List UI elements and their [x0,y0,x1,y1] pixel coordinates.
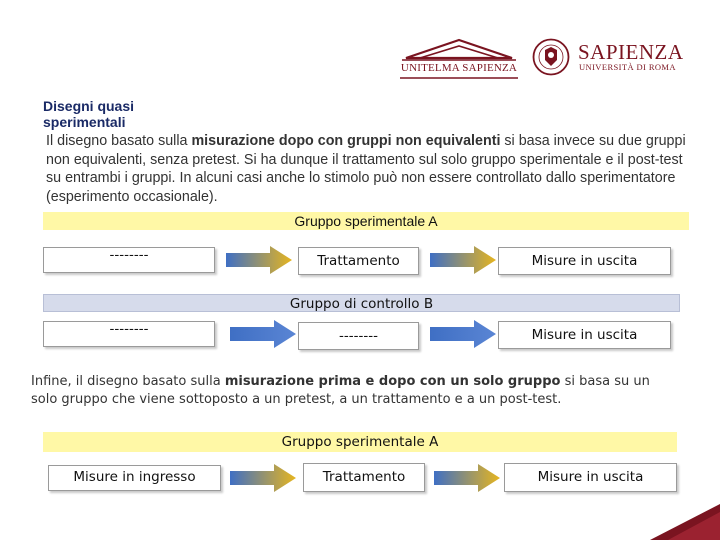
paragraph-2-bold: misurazione prima e dopo con un solo gruppo [224,374,561,389]
group-a2-pretest-box: Misure in ingresso [48,465,221,491]
right-arrow-icon [226,246,292,274]
paragraph-1-bold: misurazione dopo con gruppi non equivalenti [191,133,501,149]
right-arrow-icon [430,320,496,348]
unitelma-logo-text: UNITELMA SAPIENZA [400,62,518,74]
paragraph-2-text-end: si basa su un solo gruppo che viene sottoposto a un pretest, a un trattamento e a un post-test. [31,374,650,407]
paragraph-1-text: Il disegno basato sulla [46,133,192,149]
right-arrow-icon [430,246,496,274]
right-arrow-icon [230,320,296,348]
right-arrow-icon [230,464,296,492]
right-arrow-icon [434,464,500,492]
sapienza-logo-subtitle: UNIVERSITÀ DI ROMA [579,62,676,72]
group-b-post-measure-box: Misure in uscita [498,321,671,349]
paragraph-2 [31,373,671,409]
group-a-treatment-box: Trattamento [298,247,419,275]
group-a-pretest-box: -------- [43,247,215,273]
group-a-band: Gruppo sperimentale A [43,212,689,230]
group-b-treatment-box: -------- [298,322,419,350]
group-a-post-measure-box: Misure in uscita [498,247,671,275]
paragraph-2-text: Infine, il disegno basato sulla [31,374,225,389]
paragraph-1-text-end: si basa invece su due gruppi non equivalenti, senza pretest. Si ha dunque il trattamento sul solo gruppo sperimentale e il post-test su entrambi i gruppi. In alcuni casi anche lo stimolo può non essere controllato dallo sperimentatore (esperimento occasionale). [46,133,686,205]
paragraph-1 [46,132,696,206]
group-b-pretest-box: -------- [43,321,215,347]
group-a2-post-measure-box: Misure in uscita [504,463,677,492]
group-a2-treatment-box: Trattamento [303,463,425,492]
section-title: Disegni quasi sperimentali [43,98,135,130]
group-b-band: Gruppo di controllo B [43,294,680,312]
group-a2-band: Gruppo sperimentale A [43,432,677,452]
sapienza-seal-icon [532,38,570,76]
sapienza-logo-text: SAPIENZA [578,40,684,64]
corner-decoration-icon [650,504,720,540]
